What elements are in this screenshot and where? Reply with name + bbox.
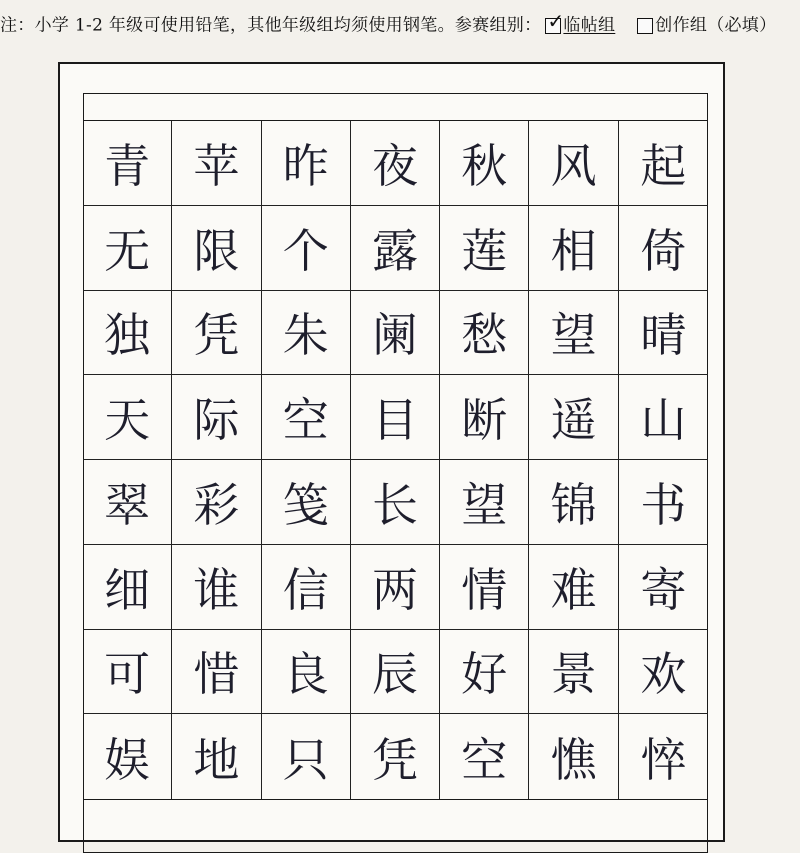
grid-cell (83, 121, 172, 206)
grid-cell (529, 121, 618, 206)
option-copy-group[interactable] (545, 10, 615, 41)
handwritten-character: 彩 (193, 477, 240, 532)
handwritten-character: 山 (640, 393, 687, 448)
handwritten-character: 苹 (193, 138, 240, 193)
handwritten-character: 望 (461, 477, 508, 532)
grid-cell (529, 460, 618, 545)
handwritten-character: 秋 (461, 138, 508, 193)
grid-cell (619, 714, 708, 799)
grid-cell (351, 630, 440, 715)
character-grid (83, 120, 708, 800)
grid-cell (262, 121, 351, 206)
grid-cell (83, 714, 172, 799)
handwritten-character: 只 (282, 732, 329, 787)
option-create-label: 创作组 (655, 15, 708, 36)
grid-cell (619, 460, 708, 545)
handwritten-character: 情 (461, 562, 508, 617)
handwritten-character: 凭 (371, 732, 418, 787)
grid-cell (619, 375, 708, 460)
handwritten-character: 遥 (550, 393, 597, 448)
handwritten-character: 风 (550, 138, 597, 193)
grid-cell (83, 630, 172, 715)
handwritten-character: 起 (640, 138, 687, 193)
handwritten-character: 晴 (640, 308, 687, 363)
grid-cell (619, 291, 708, 376)
grid-cell (440, 630, 529, 715)
handwritten-character: 朱 (282, 308, 329, 363)
grid-cell (262, 545, 351, 630)
handwritten-character: 寄 (640, 562, 687, 617)
handwritten-character: 信 (282, 562, 329, 617)
handwritten-character: 青 (104, 138, 151, 193)
handwritten-character: 可 (104, 647, 151, 702)
checkbox-empty-icon[interactable] (637, 18, 653, 34)
grid-cell (172, 714, 261, 799)
handwritten-character: 细 (104, 562, 151, 617)
grid-cell (83, 460, 172, 545)
grid-cell (440, 291, 529, 376)
grid-cell (262, 291, 351, 376)
grid-cell (262, 206, 351, 291)
grid-cell (529, 630, 618, 715)
handwritten-character: 锦 (550, 477, 597, 532)
handwritten-character: 地 (193, 732, 240, 787)
handwritten-character: 相 (550, 223, 597, 278)
handwritten-character: 凭 (193, 308, 240, 363)
note-text: 注：小学 1-2 年级可使用铅笔，其他年级组均须使用钢笔。参赛组别： (0, 15, 542, 36)
grid-cell (83, 375, 172, 460)
grid-cell (172, 630, 261, 715)
handwritten-character: 露 (371, 223, 418, 278)
grid-cell (529, 375, 618, 460)
grid-cell (529, 545, 618, 630)
handwritten-character: 莲 (461, 223, 508, 278)
handwritten-character: 目 (371, 393, 418, 448)
handwritten-character: 书 (640, 477, 687, 532)
option-create-group[interactable] (637, 10, 707, 41)
handwritten-character: 难 (550, 562, 597, 617)
grid-cell (172, 121, 261, 206)
grid-cell (440, 121, 529, 206)
grid-cell (262, 460, 351, 545)
handwritten-character: 悴 (640, 732, 687, 787)
handwritten-character: 断 (461, 393, 508, 448)
handwritten-character: 倚 (640, 223, 687, 278)
handwritten-character: 娱 (104, 732, 151, 787)
grid-cell (351, 375, 440, 460)
option-copy-label: 临帖组 (563, 15, 616, 36)
grid-cell (619, 121, 708, 206)
grid-cell (440, 714, 529, 799)
handwritten-character: 夜 (371, 138, 418, 193)
handwritten-character: 阑 (371, 308, 418, 363)
handwritten-character: 两 (371, 562, 418, 617)
grid-cell (440, 545, 529, 630)
handwritten-character: 笺 (282, 477, 329, 532)
handwritten-character: 望 (550, 308, 597, 363)
grid-cell (172, 460, 261, 545)
grid-cell (440, 375, 529, 460)
handwritten-character: 独 (104, 308, 151, 363)
grid-cell (619, 206, 708, 291)
grid-cell (351, 121, 440, 206)
handwritten-character: 良 (282, 647, 329, 702)
grid-cell (83, 206, 172, 291)
grid-cell (172, 375, 261, 460)
grid-cell (351, 291, 440, 376)
grid-cell (619, 630, 708, 715)
grid-cell (351, 545, 440, 630)
grid-cell (619, 545, 708, 630)
handwritten-character: 谁 (193, 562, 240, 617)
handwritten-character: 长 (371, 477, 418, 532)
instruction-note (0, 10, 800, 40)
handwritten-character: 好 (461, 647, 508, 702)
handwritten-character: 限 (193, 223, 240, 278)
handwritten-character: 景 (550, 647, 597, 702)
handwritten-character: 欢 (640, 647, 687, 702)
grid-cell (172, 206, 261, 291)
handwritten-character: 惜 (193, 647, 240, 702)
handwritten-character: 昨 (282, 138, 329, 193)
grid-cell (262, 375, 351, 460)
handwritten-character: 个 (282, 223, 329, 278)
grid-cell (529, 291, 618, 376)
handwritten-character: 翠 (104, 477, 151, 532)
required-note: （必填） (707, 15, 777, 36)
handwritten-character: 空 (282, 393, 329, 448)
handwritten-character: 际 (193, 393, 240, 448)
grid-cell (83, 291, 172, 376)
grid-cell (172, 545, 261, 630)
grid-cell (172, 291, 261, 376)
handwritten-character: 空 (461, 732, 508, 787)
grid-cell (529, 714, 618, 799)
grid-cell (83, 545, 172, 630)
grid-cell (440, 460, 529, 545)
grid-cell (262, 630, 351, 715)
handwritten-character: 辰 (371, 647, 418, 702)
handwritten-character: 憔 (550, 732, 597, 787)
handwritten-character: 愁 (461, 308, 508, 363)
handwritten-character: 天 (104, 393, 151, 448)
grid-cell (351, 460, 440, 545)
grid-cell (351, 714, 440, 799)
grid-cell (529, 206, 618, 291)
checkbox-checked-icon[interactable]: ✓ (547, 8, 565, 33)
handwritten-character: 无 (104, 223, 151, 278)
grid-cell (351, 206, 440, 291)
grid-cell (440, 206, 529, 291)
grid-cell (262, 714, 351, 799)
